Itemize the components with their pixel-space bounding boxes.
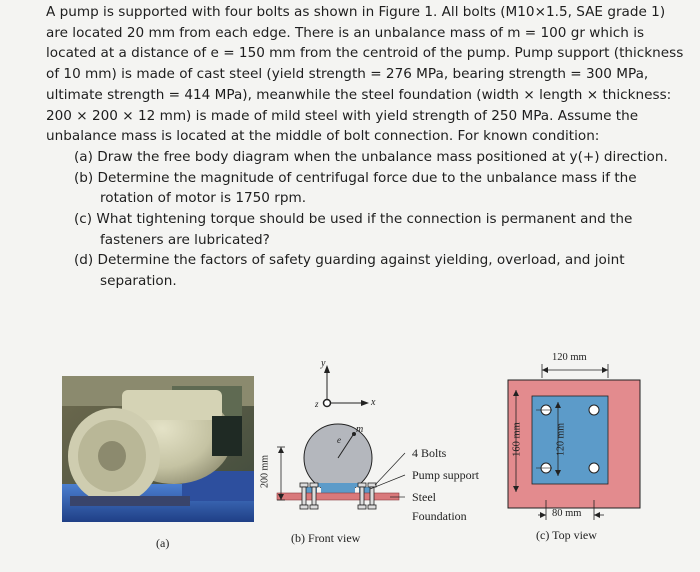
pump-photo [62, 376, 254, 522]
legend-foundation: Foundation [412, 509, 467, 523]
problem-statement [46, 2, 686, 292]
front-view-diagram [255, 355, 415, 525]
axis-z-label: z [315, 399, 319, 409]
figure-a-photo [62, 376, 254, 550]
mass-label: m [356, 424, 364, 435]
figure-b-caption: (b) Front view [291, 531, 361, 545]
legend-steel: Steel [412, 490, 436, 504]
problem-intro: A pump is supported with four bolts as shown in Figure 1. All bolts (M10×1.5, SAE grade 1) are located 20 mm from each edge. There is an unbalance mass of m = 100 gr which is located at a distance of e = 150 mm from the centroid of the pump. Pump support (thickness of 10 mm) is made of cast steel (yield strength = 276 MPa, bearing strength = 300 MPa, ultimate strength = 414 MPa), meanwhile the steel foundation (width × length × thickness: 200 × 200 × 12 mm) is made of mild steel with yield strength of 250 MPa. Assume the unbalance mass is located at the middle of bolt connection. For known condition: [46, 4, 684, 145]
top-dimension-label: 120 mm [552, 352, 587, 363]
eccentricity-label: e [337, 435, 341, 445]
figure-b-front-view [255, 355, 415, 555]
question-d: (d) Determine the factors of safety guarding against yielding, overload, and joint separation. [74, 252, 625, 290]
axis-y-label: y [321, 358, 326, 369]
axis-x-label: x [371, 397, 376, 408]
question-c: (c) What tightening torque should be used if the connection is permanent and the fasteners are lubricated? [74, 211, 633, 248]
left-dimension-label: 160 mm [511, 422, 523, 457]
figure-c-top-view [496, 350, 656, 550]
legend-pump-support: Pump support [412, 468, 480, 482]
legend-bolts: 4 Bolts [412, 446, 447, 460]
bottom-dimension-label: 80 mm [552, 508, 582, 519]
figure-c-caption: (c) Top view [536, 528, 597, 542]
question-b: (b) Determine the magnitude of centrifugal force due to the unbalance mass if the rotation of motor is 1750 rpm. [74, 169, 637, 207]
figure-a-caption: (a) [156, 536, 170, 550]
height-dimension-label: 200 mm [259, 454, 271, 489]
question-a: (a) Draw the free body diagram when the unbalance mass positioned at y(+) direction. [74, 148, 668, 165]
inner-dimension-label: 120 mm [555, 422, 567, 457]
